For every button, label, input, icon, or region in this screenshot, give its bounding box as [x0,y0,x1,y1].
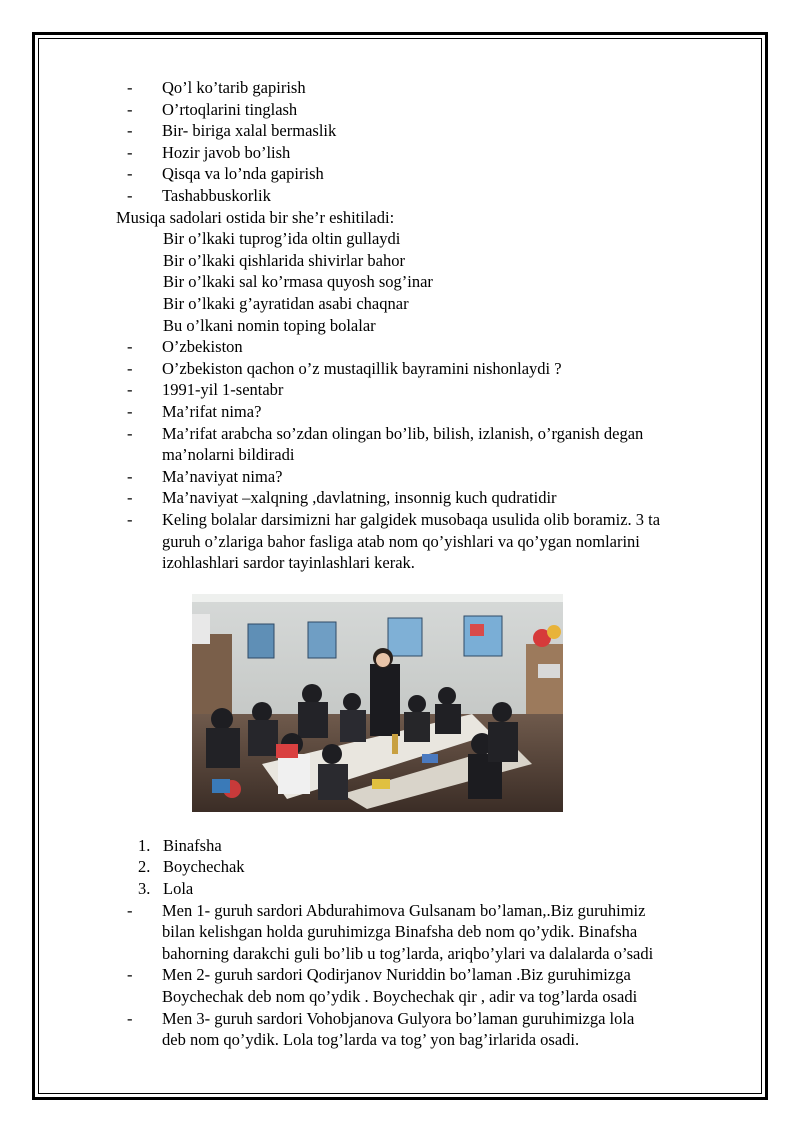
bullet-text: Hozir javob bo’lish [162,142,291,162]
bullet-text: Bir- biriga xalal bermaslik [162,121,337,141]
classroom-photo [192,594,563,812]
bullet-dash: - [127,510,133,529]
bullet-dash: - [127,402,133,421]
qa-text: O’zbekiston qachon o’z mustaqillik bayramini nishonlaydi ? [162,358,562,378]
group-text-cont: deb nom qo’ydik. Lola tog’larda va tog’ yon bag’irlarida osadi. [162,1030,580,1050]
qa-text-cont: guruh o’zlariga bahor fasliga atab nom qo’yishlari va qo’ygan nomlarini [162,531,640,551]
intro-line: Musiqa sadolari ostida bir she’r eshitiladi: [116,207,395,227]
bullet-dash: - [127,164,133,184]
bullet-dash: - [127,900,133,920]
bullet-text: Qo’l ko’tarib gapirish [162,78,306,97]
qa-text: 1991-yil 1-sentabr [162,380,284,400]
poem-line: Bir o’lkaki sal ko’rmasa quyosh sog’inar [163,272,433,292]
group-text-cont: Boychechak deb nom qo’ydik . Boychechak qir , adir va tog’larda osadi [162,987,638,1006]
bullet-dash: - [127,337,133,357]
qa-text-cont: ma’nolarni bildiradi [162,445,295,465]
bullet-dash: - [127,466,133,486]
poem-line: Bir o’lkaki tuprog’ida oltin gullaydi [163,229,401,249]
poem-line: Bu o’lkani nomin toping bolalar [163,315,376,335]
bullet-dash: - [127,488,133,508]
numbered-index: 3. [138,879,151,898]
group-text-cont: bahorning darakchi guli bo’lib u tog’larda, ariqbo’ylari va dalalarda o’sadi [162,943,654,963]
numbered-index: 1. [138,835,151,855]
bullet-dash: - [127,186,133,205]
bullet-text: Qisqa va lo’nda gapirish [162,164,324,184]
qa-text: Ma’naviyat nima? [162,466,283,486]
group-text-cont: bilan kelishgan holda guruhimizga Binafsha deb nom qo’ydik. Binafsha [162,922,638,942]
bullet-dash: - [127,121,133,141]
bullet-dash: - [127,380,133,400]
qa-text: Ma’rifat nima? [162,402,262,421]
bullet-dash: - [127,142,133,162]
bullet-dash: - [127,423,133,443]
classroom-photo-illustration [192,594,563,812]
bullet-dash: - [127,965,133,985]
bullet-dash: - [127,99,133,119]
qa-text: Keling bolalar darsimizni har galgidek musobaqa usulida olib boramiz. 3 ta [162,510,661,529]
poem-line: Bir o’lkaki g’ayratidan asabi chaqnar [163,294,409,313]
qa-text: Ma’naviyat –xalqning ,davlatning, insonnig kuch qudratidir [162,488,557,508]
numbered-index: 2. [138,857,151,877]
bullet-text: Tashabbuskorlik [162,186,271,205]
group-text: Men 3- guruh sardori Vohobjanova Gulyora bo’laman guruhimizga lola [162,1008,635,1028]
numbered-text: Binafsha [163,835,222,855]
bullet-dash: - [127,1008,133,1028]
qa-text: O’zbekiston [162,337,243,357]
poem-line: Bir o’lkaki qishlarida shivirlar bahor [163,250,405,270]
bullet-dash: - [127,78,133,97]
numbered-text: Boychechak [163,857,245,877]
qa-text-cont: izohlashlari sardor tayinlashlari kerak. [162,553,415,573]
group-text: Men 1- guruh sardori Abdurahimova Gulsanam bo’laman,.Biz guruhimiz [162,900,646,920]
group-text: Men 2- guruh sardori Qodirjanov Nuriddin bo’laman .Biz guruhimizga [162,965,631,985]
bullet-text: O’rtoqlarini tinglash [162,99,298,119]
numbered-text: Lola [163,879,194,898]
bullet-dash: - [127,358,133,378]
qa-text: Ma’rifat arabcha so’zdan olingan bo’lib, bilish, izlanish, o’rganish degan [162,423,644,443]
